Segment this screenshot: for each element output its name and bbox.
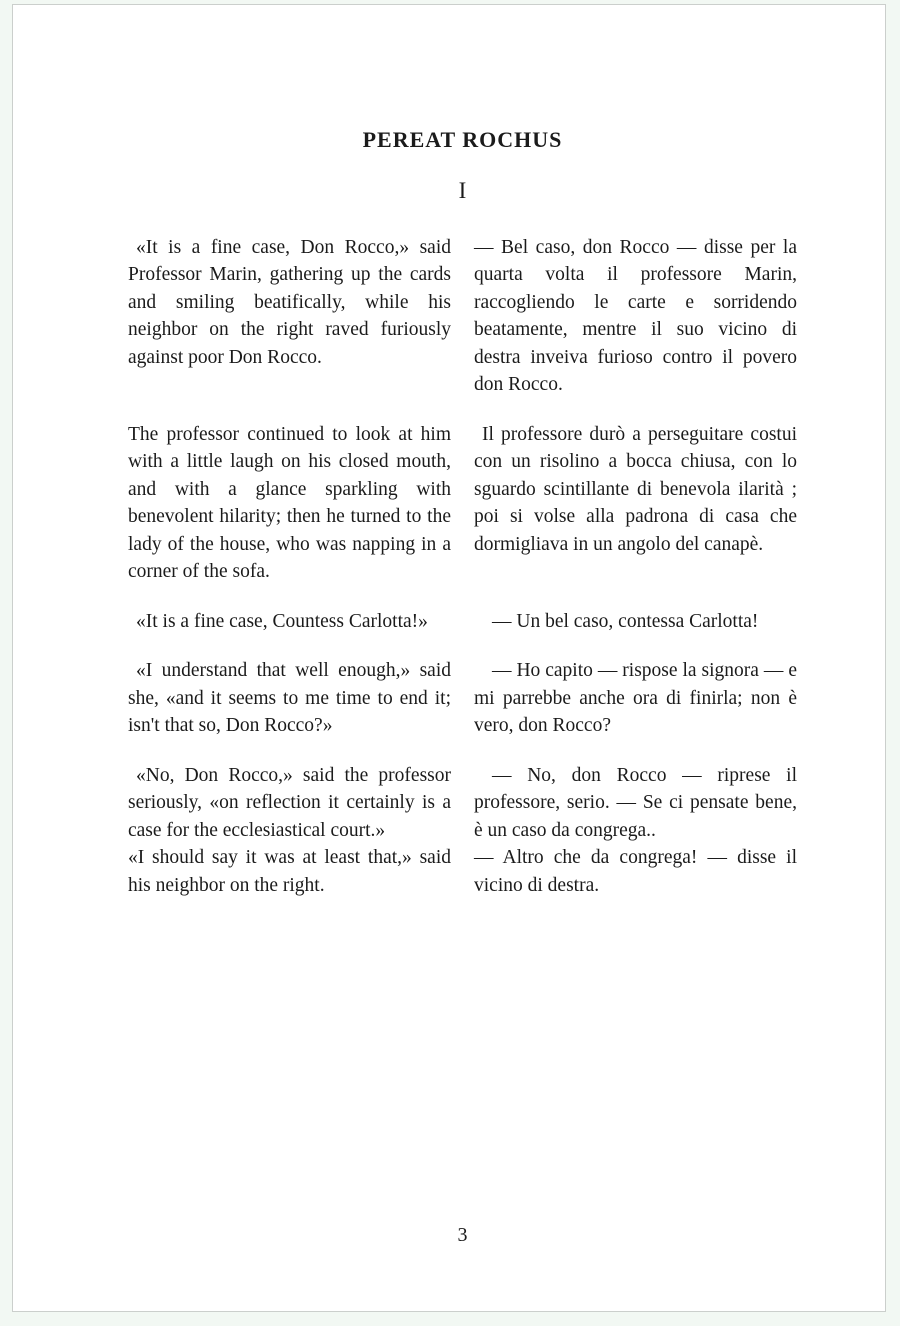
paragraph-cell-en-4 xyxy=(128,657,451,740)
paragraph-en: «It is a fine case, Countess Carlotta!» xyxy=(136,610,428,632)
paragraph-en: «No, Don Rocco,» said the professor seriously, «on reflection it certainly is a case for the ecclesiastical court.» xyxy=(128,764,451,841)
paragraph-cell-it-1 xyxy=(474,234,797,399)
paragraph-cell-en-2 xyxy=(128,421,451,586)
paragraph-it: — Un bel caso, contessa Carlotta! xyxy=(492,610,759,632)
page-content xyxy=(13,5,885,899)
parallel-text-columns xyxy=(128,234,797,900)
paragraph-cell-it-2 xyxy=(474,421,797,586)
paragraph-it: — Altro che da congrega! — disse il vicino di destra. xyxy=(474,847,797,896)
paragraph-en: «It is a fine case, Don Rocco,» said Professor Marin, gathering up the cards and smiling beatifically, while his neighbor on the right raved furiously against poor Don Rocco. xyxy=(128,236,451,368)
page-number: 3 xyxy=(457,1224,468,1246)
paragraph-it: Il professore durò a perseguitare costui con un risolino a bocca chiusa, con lo sguardo scintillante di benevola ilarità ; poi si volse alla padrona di casa che dormigliava in un angolo del canapè. xyxy=(474,423,797,555)
paragraph-en: «I understand that well enough,» said she, «and it seems to me time to end it; isn't that so, Don Rocco?» xyxy=(128,660,451,737)
paragraph-en: «I should say it was at least that,» said his neighbor on the right. xyxy=(128,847,451,896)
page-title: PEREAT ROCHUS xyxy=(362,127,563,152)
book-page xyxy=(12,4,886,1312)
paragraph-it: — Bel caso, don Rocco — disse per la quarta volta il professore Marin, raccogliendo le carte e sorridendo beatamente, mentre il suo vicino di destra inveiva furioso contro il povero don Rocco. xyxy=(474,236,797,396)
paragraph-cell-en-5 xyxy=(128,762,451,900)
paragraph-cell-it-5 xyxy=(474,762,797,900)
paragraph-cell-en-3 xyxy=(128,608,451,636)
chapter-numeral: I xyxy=(458,178,467,204)
paragraph-it: — Ho capito — rispose la signora — e mi parrebbe anche ora di finirla; non è vero, don Rocco? xyxy=(474,660,797,737)
paragraph-en: The professor continued to look at him with a little laugh on his closed mouth, and with a glance sparkling with benevolent hilarity; then he turned to the lady of the house, who was napping in a corner of the sofa. xyxy=(128,423,451,583)
paragraph-cell-en-1 xyxy=(128,234,451,399)
paragraph-it: — No, don Rocco — riprese il professore, serio. — Se ci pensate bene, è un caso da congrega.. xyxy=(474,764,797,841)
paragraph-cell-it-4 xyxy=(474,657,797,740)
paragraph-cell-it-3 xyxy=(474,608,797,636)
